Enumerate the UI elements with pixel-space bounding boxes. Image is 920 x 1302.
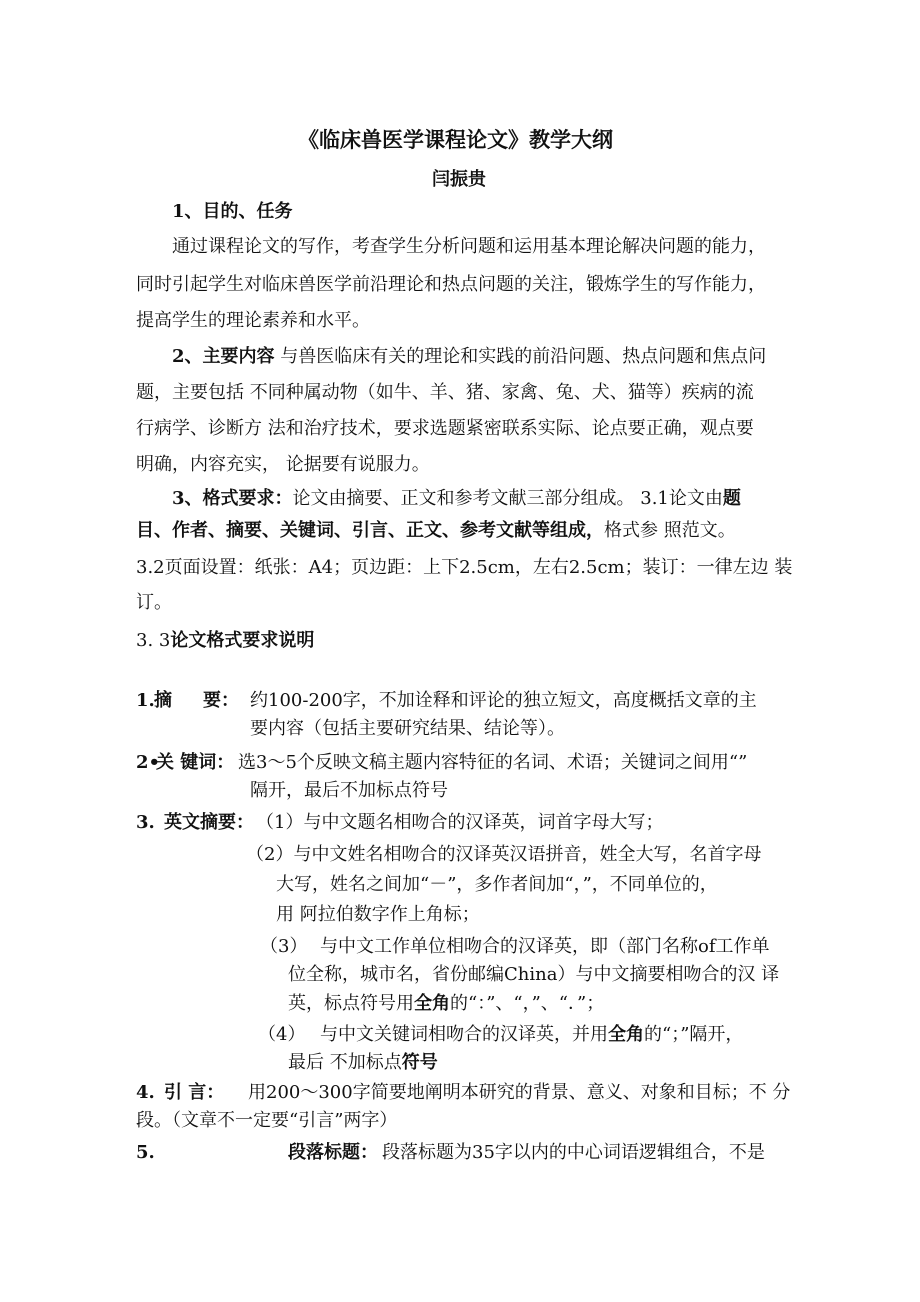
section-3-line2-bold: 目、作者、摘要、关键词、引言、正文、参考文献等组成， — [136, 520, 604, 541]
item-3-sub-3 — [288, 991, 604, 1017]
item-1-text: 要内容（包括主要研究结果、结论等）。 — [250, 718, 565, 739]
item-3-sub-2: （2）与中文姓名相吻合的汉译英汉语拼音，姓全大写，名首字母 — [246, 844, 762, 865]
item-3-sub-3: 与中文工作单位相吻合的汉译英，即（部门名称of工作单 — [320, 936, 770, 957]
item-2-number: 2• — [136, 752, 161, 773]
item-3-sub-4-text: 最后 不加标点 — [288, 1052, 402, 1073]
item-4-text: 段。（文章不一定要“引言”两字） — [136, 1110, 398, 1131]
section-3-line: 3.2页面设置：纸张：A4；页边距：上下2.5cm，左右2.5cm；装订：一律左边 装 — [136, 557, 793, 578]
item-2-label: 关 键词： — [156, 752, 235, 773]
section-3-line1-text: 论文由摘要、正文和参考文献三部分组成。 3.1论文由 — [292, 488, 723, 509]
section-2-line: 明确，内容充实， 论据要有说服力。 — [136, 454, 430, 475]
item-4-number: 4. — [136, 1082, 155, 1103]
item-3-text: （1）与中文题名相吻合的汉译英，词首字母大写； — [256, 812, 664, 833]
section-1-heading: 1、目的、任务 — [172, 201, 293, 222]
item-1-label: 摘 — [154, 690, 172, 711]
item-1-text: 约100-200字，不加诠释和评论的独立短文，高度概括文章的主 — [250, 690, 757, 711]
item-5-number: 5. — [136, 1142, 155, 1163]
item-3-sub-4-bold: 全角 — [608, 1024, 644, 1045]
item-3-sub-4-number: （4） — [258, 1024, 306, 1045]
item-3-sub-3-text: 英，标点符号用 — [288, 993, 414, 1014]
section-2-line: 题，主要包括 不同种属动物（如牛、羊、猪、家禽、兔、犬、猫等）疾病的流 — [136, 382, 754, 403]
section-3-heading: 3、格式要求： — [172, 488, 293, 509]
section-3-3-heading: 论文格式要求说明 — [170, 630, 315, 651]
item-2-text: 隔开，最后不加标点符号 — [250, 780, 448, 801]
item-3-sub-4 — [288, 1050, 438, 1076]
item-3-label: 英文摘要： — [164, 812, 254, 833]
section-2-line1-text: 与兽医临床有关的理论和实践的前沿问题、热点问题和焦点问 — [280, 346, 767, 367]
item-3-sub-4-text: 的“；”隔开， — [644, 1024, 744, 1045]
section-1-line: 同时引起学生对临床兽医学前沿理论和热点问题的关注，锻炼学生的写作能力， — [136, 274, 766, 295]
item-3-sub-2: 用 阿拉伯数字作上角标； — [276, 904, 480, 925]
item-3-sub-2: 大写，姓名之间加“－”，多作者间加“，”，不同单位的， — [276, 874, 718, 895]
item-5-text: 段落标题为35字以内的中心词语逻辑组合，不是 — [382, 1142, 765, 1163]
author-name: 闫振贵 — [432, 169, 486, 190]
section-2-line — [172, 344, 766, 370]
item-3-sub-4-text: 与中文关键词相吻合的汉译英，并用 — [320, 1024, 608, 1045]
section-1-line: 提高学生的理论素养和水平。 — [136, 310, 370, 331]
item-3-number: 3. — [136, 812, 155, 833]
section-2-line: 行病学、诊断方 法和治疗技术，要求选题紧密联系实际、论点要正确，观点要 — [136, 418, 754, 439]
document-title: 《临床兽医学课程论文》教学大纲 — [298, 127, 613, 152]
section-3-line1-bold: 题 — [722, 488, 741, 509]
item-4-label: 引 言： — [164, 1082, 225, 1103]
item-3-sub-3-number: （3） — [260, 936, 308, 957]
item-3-sub-3: 位全称，城市名，省份邮编China）与中文摘要相吻合的汉 译 — [288, 964, 780, 985]
item-4-text: 用200〜300字简要地阐明本研究的背景、意义、对象和目标；不 分 — [248, 1082, 791, 1103]
section-3-line — [136, 628, 314, 654]
section-1-line: 通过课程论文的写作，考查学生分析问题和运用基本理论解决问题的能力， — [172, 236, 766, 257]
item-3-sub-3-bold: 全角 — [414, 993, 450, 1014]
section-3-line: 订。 — [136, 592, 172, 613]
section-3-line — [136, 518, 736, 544]
item-3-sub-3-text: 的“：”、“，”、“．”； — [450, 993, 605, 1014]
section-3-line2-text: 格式参 照范文。 — [604, 520, 736, 541]
item-5-label: 段落标题： — [288, 1142, 378, 1163]
item-3-sub-4 — [320, 1022, 743, 1048]
item-3-sub-4-bold: 符号 — [401, 1052, 438, 1073]
section-3-3-number: 3. 3 — [136, 630, 171, 651]
section-3-line — [172, 486, 741, 512]
item-2-text: 选3〜5个反映文稿主题内容特征的名词、术语；关键词之间用“” — [238, 752, 748, 773]
item-1-label: 要： — [203, 690, 239, 711]
section-2-heading: 2、主要内容 — [172, 346, 275, 367]
item-1-number: 1. — [136, 690, 155, 711]
